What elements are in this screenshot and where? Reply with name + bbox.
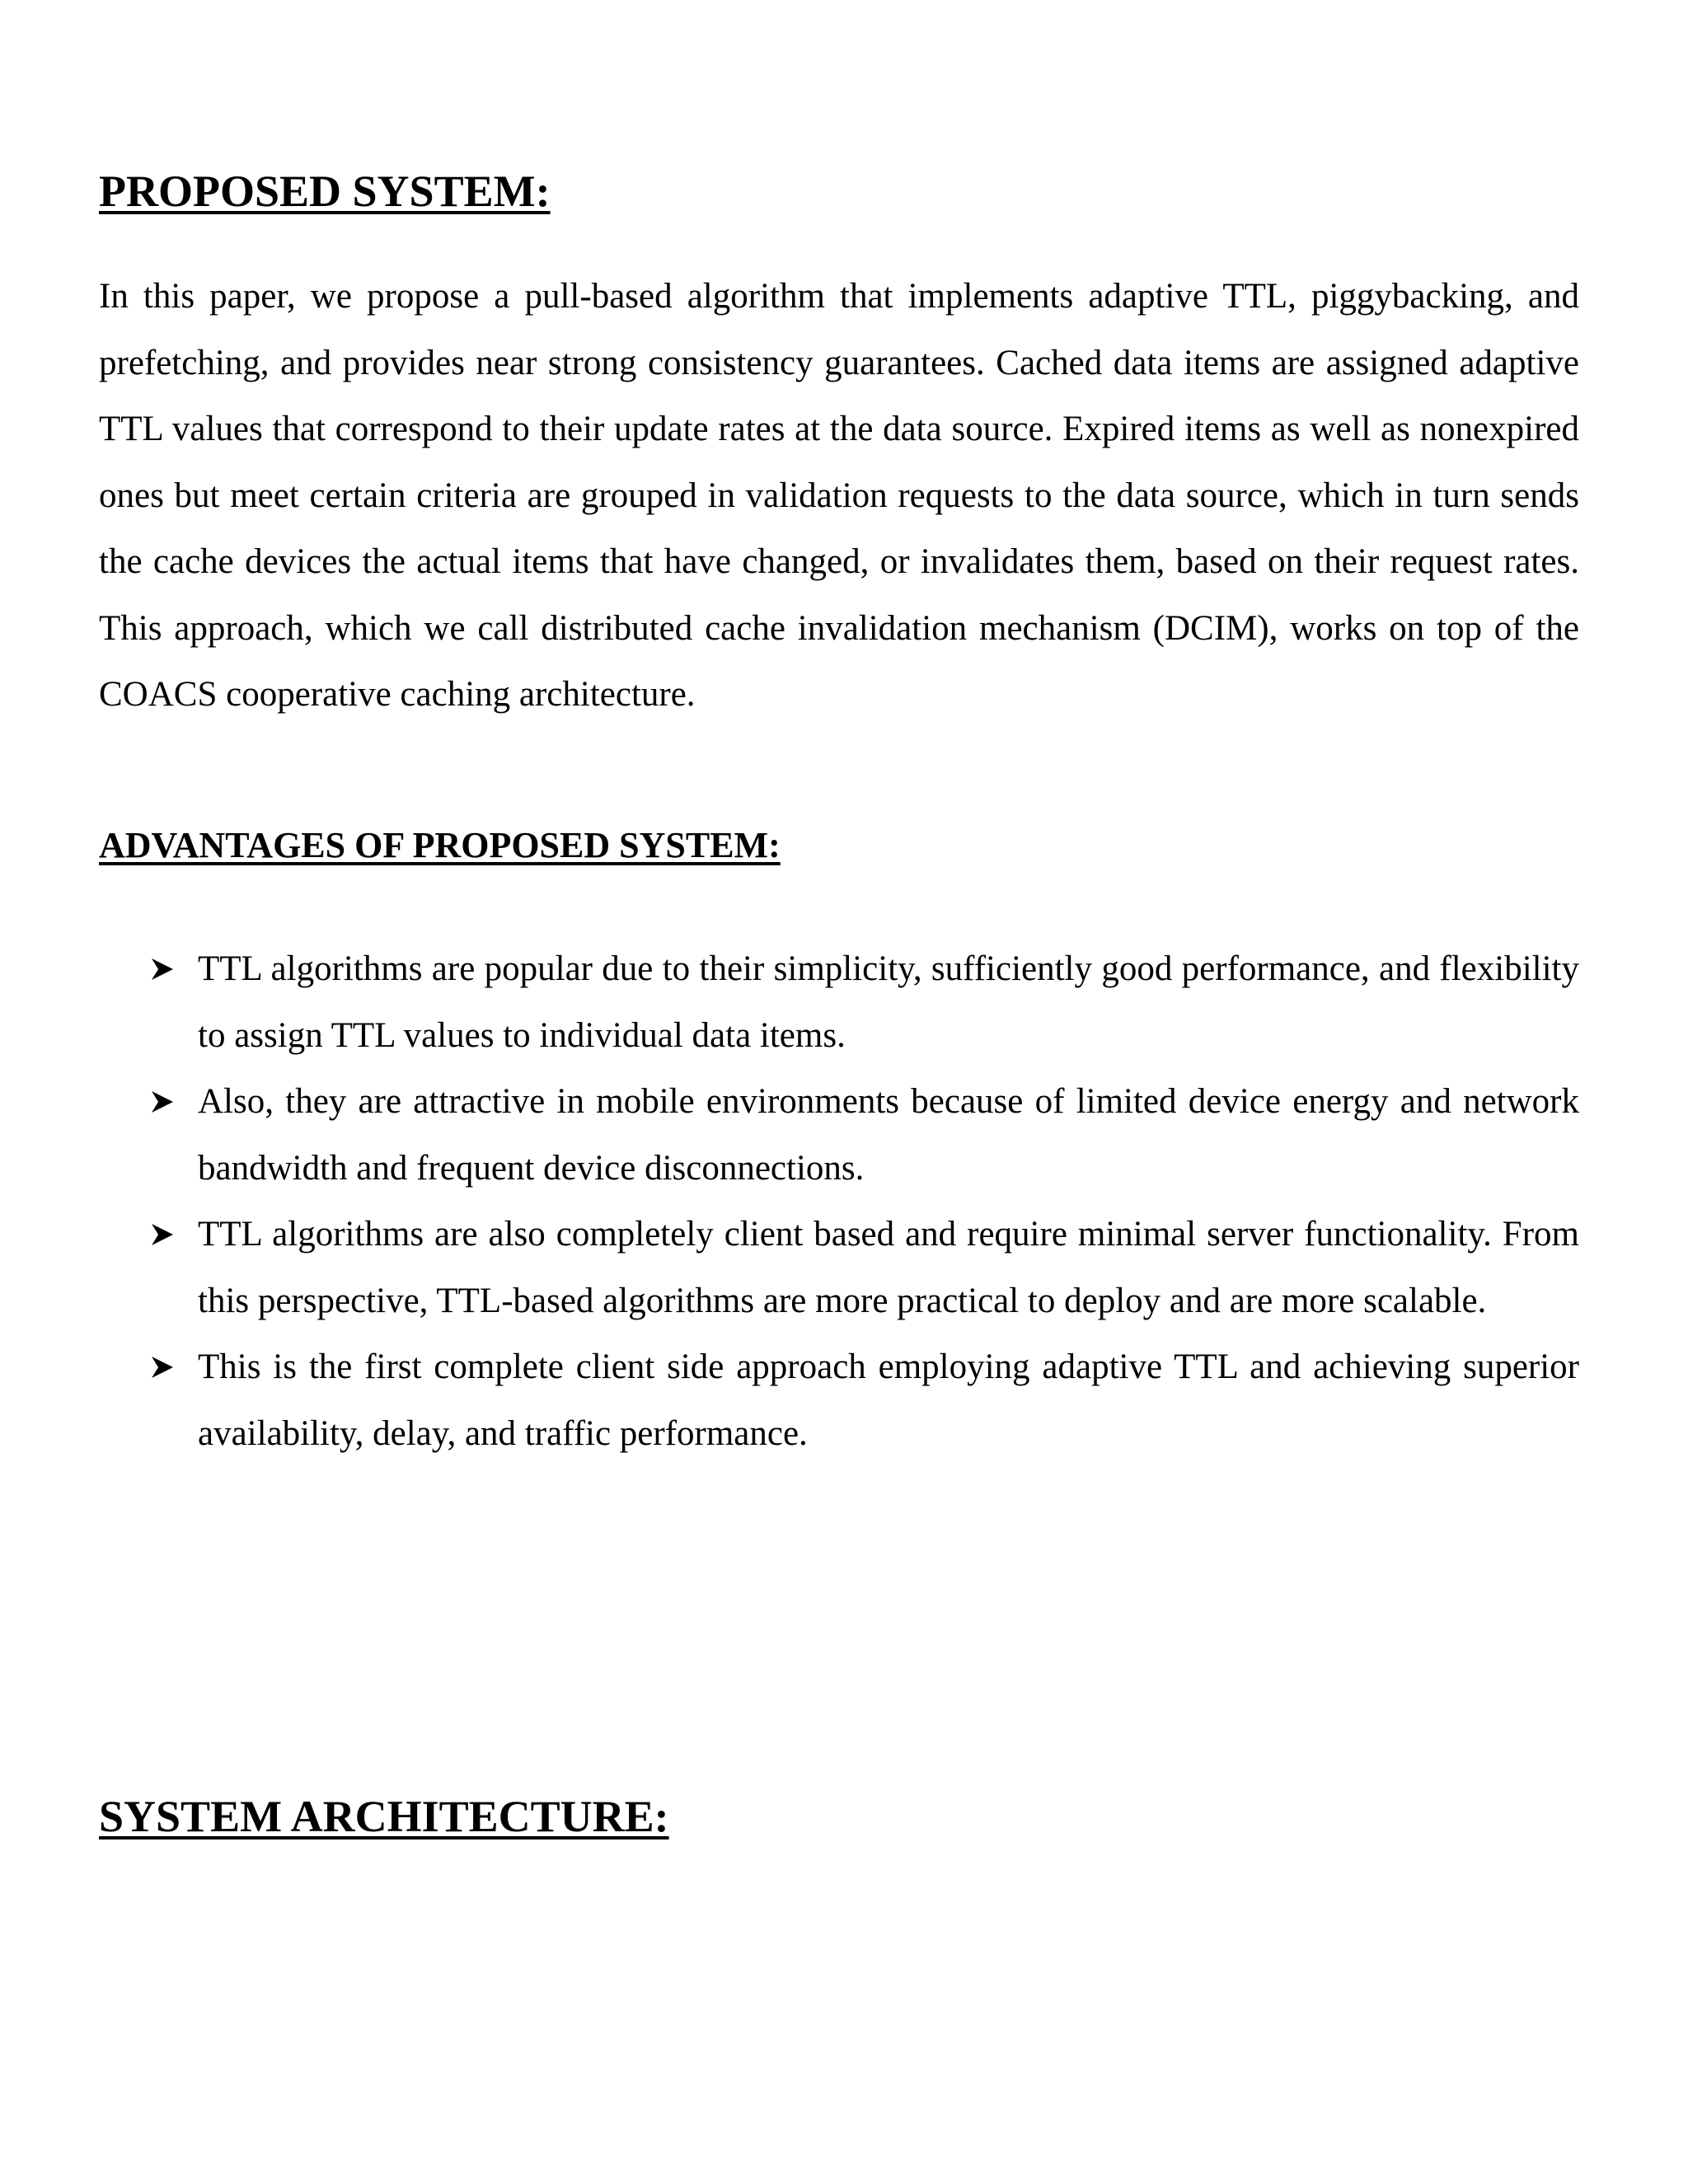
list-item-text: This is the first complete client side approach employing adaptive TTL and achieving superior availability, delay, and traffic performance. [198,1347,1579,1453]
list-item-text: TTL algorithms are also completely client based and require minimal server functionality. From this perspective, TTL-based algorithms are more practical to deploy and are more scalable. [198,1215,1579,1320]
advantages-heading: ADVANTAGES OF PROPOSED SYSTEM: [99,825,781,865]
list-item [99,1334,1579,1467]
advantages-list [99,936,1579,1467]
proposed-system-paragraph: In this paper, we propose a pull-based algorithm that implements adaptive TTL, piggybacking, and prefetching, and provides near strong consistency guarantees. Cached data items are assigned adaptive TTL values that correspond to their update rates at the data source. Expired items as well as nonexpired ones but meet certain criteria are grouped in validation requests to the data source, which in turn sends the cache devices the actual items that have changed, or invalidates them, based on their request rates. This approach, which we call distributed cache invalidation mechanism (DCIM), works on top of the COACS cooperative caching architecture. [99,277,1579,714]
arrowhead-bullet-icon [150,1202,183,1268]
list-item-text: Also, they are attractive in mobile environments because of limited device energy and network bandwidth and frequent device disconnections. [198,1082,1579,1188]
arrowhead-bullet-icon [150,1334,183,1401]
arrowhead-bullet-icon [150,1069,183,1136]
list-item [99,1069,1579,1202]
proposed-system-heading: PROPOSED SYSTEM: [99,166,551,216]
list-item [99,936,1579,1069]
arrowhead-bullet-icon [150,936,183,1003]
system-architecture-heading: SYSTEM ARCHITECTURE: [99,1792,669,1841]
list-item [99,1202,1579,1334]
list-item-text: TTL algorithms are popular due to their simplicity, sufficiently good performance, and flexibility to assign TTL values to individual data items. [198,949,1579,1055]
